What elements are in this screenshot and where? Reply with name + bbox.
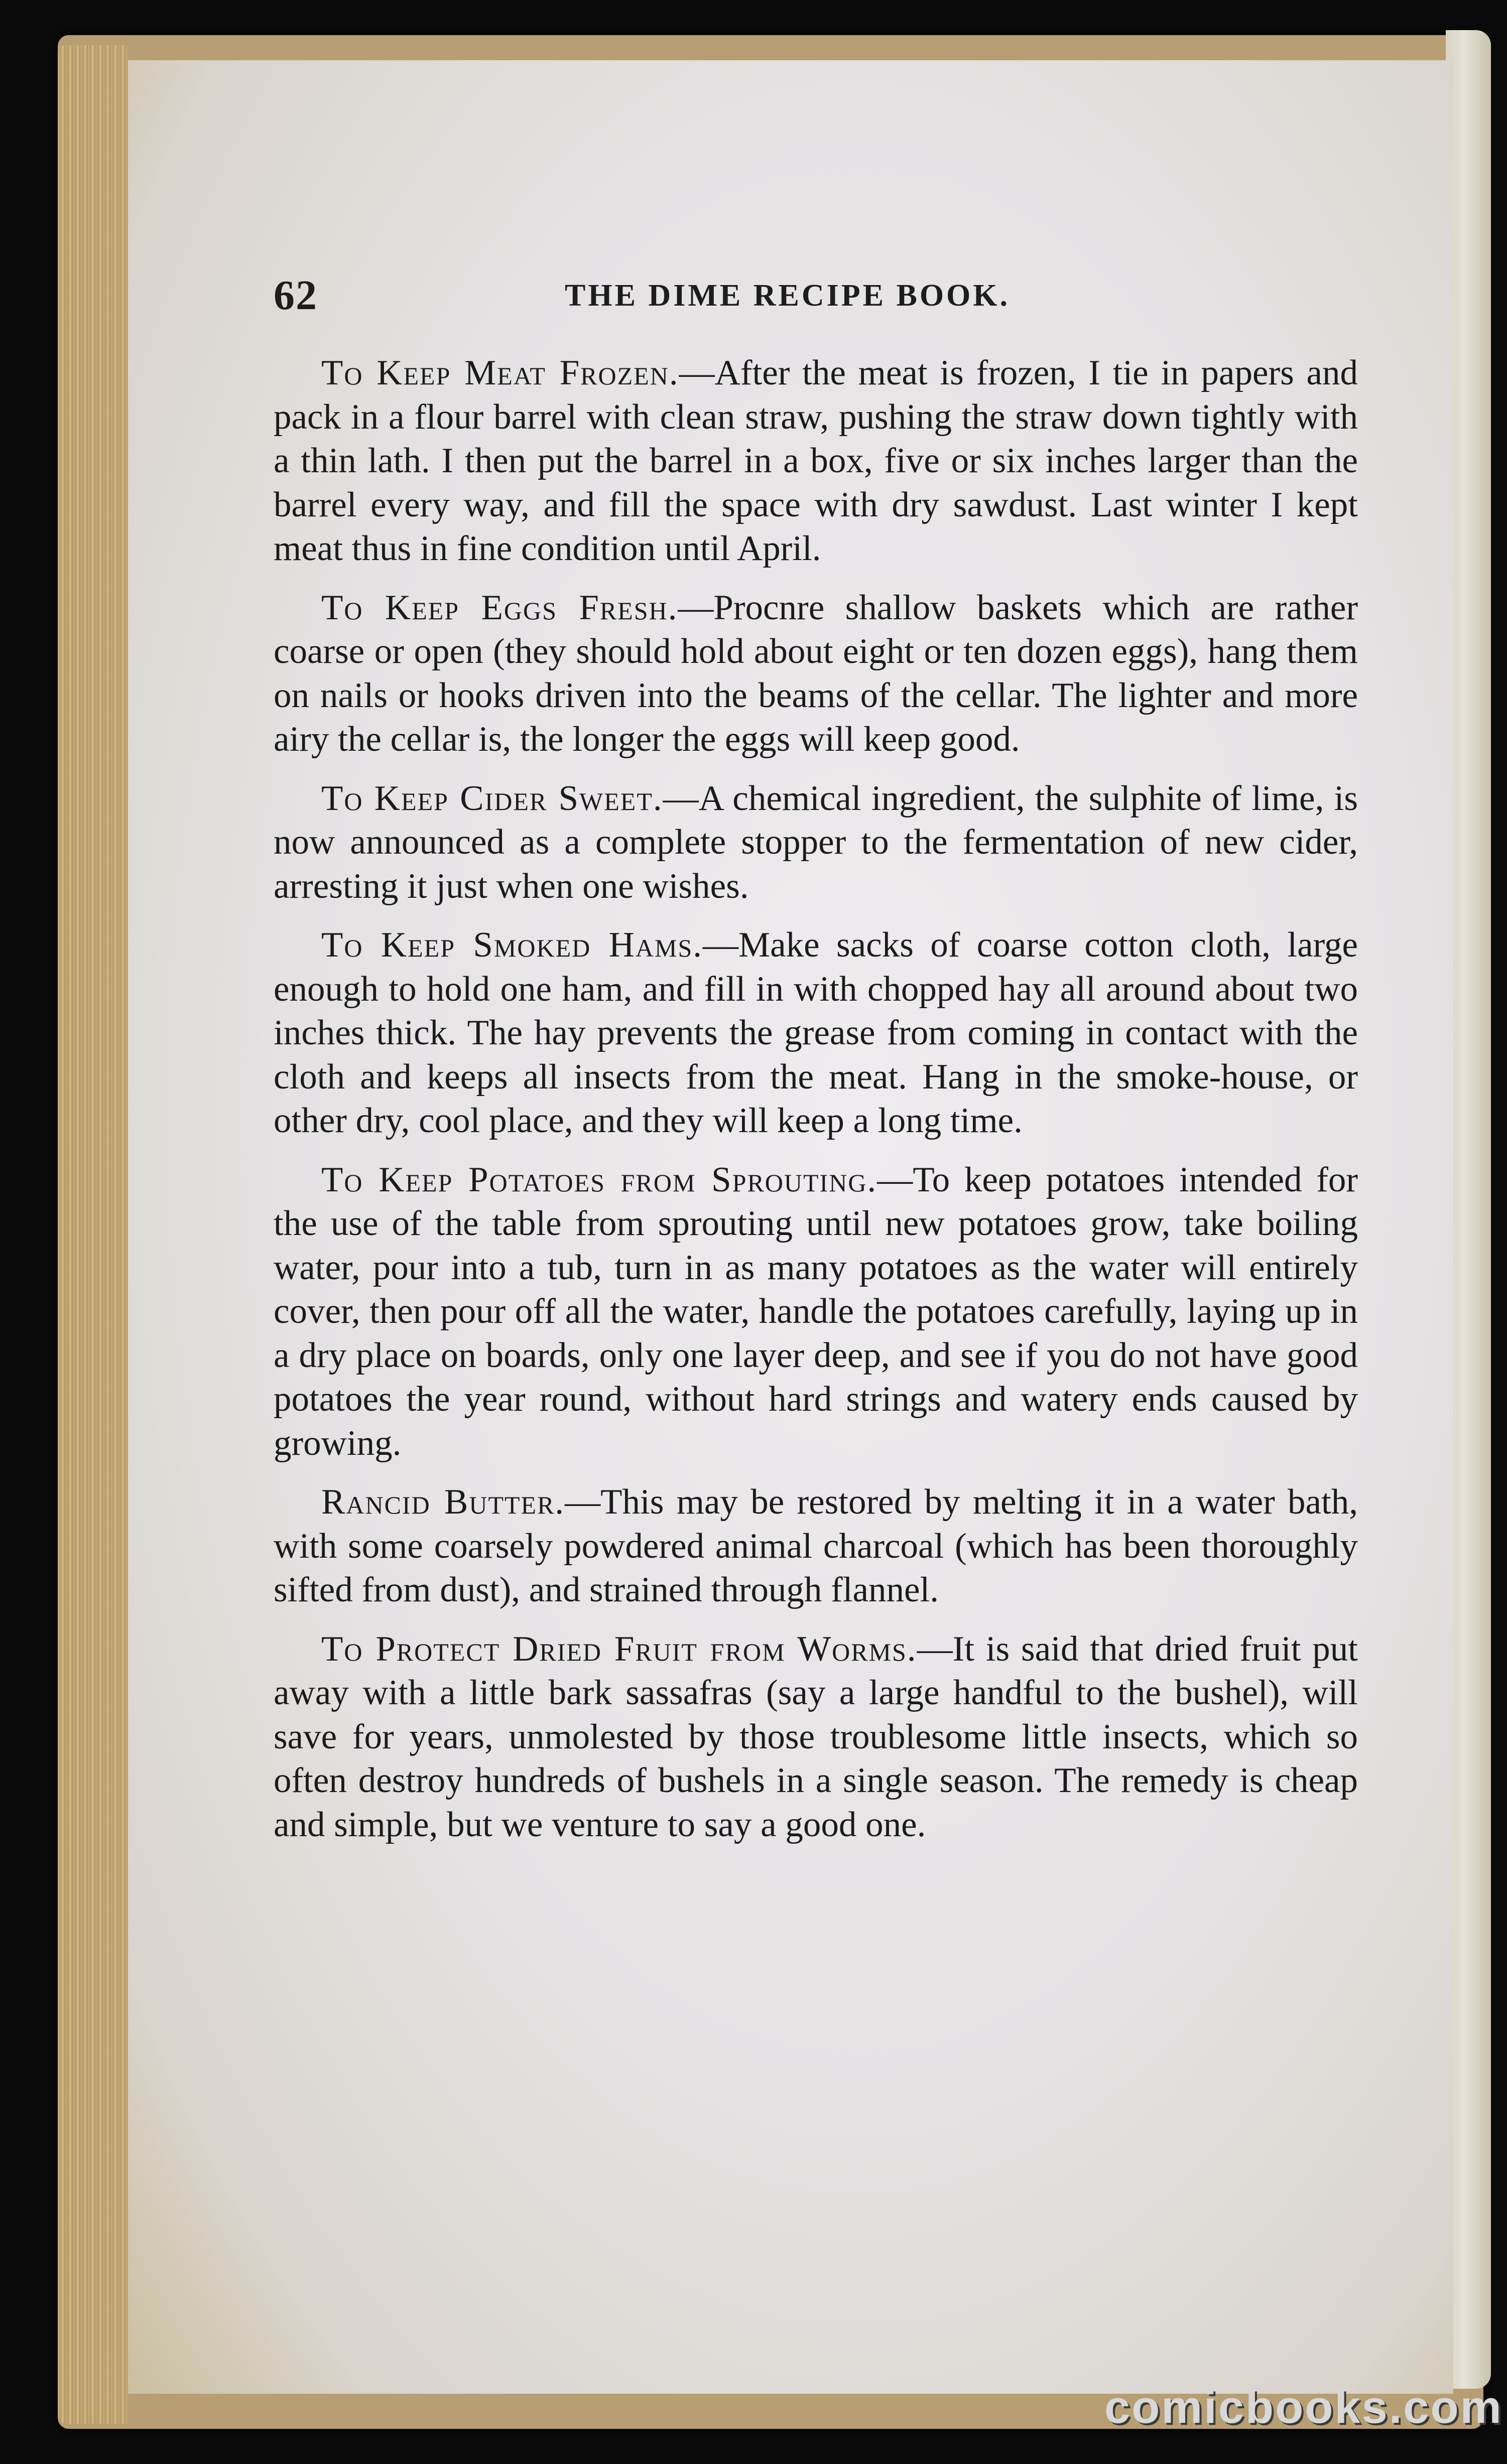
page-number: 62 <box>274 272 318 319</box>
recipe-text: —Make sacks of coarse cotton cloth, large enough to hold one ham, and fill in with chopped hay all around about two inches thick. The hay prevents the grease from coming in contact with the cloth and keeps all insects from the meat. Hang in the smoke-house, or other dry, cool place, and they will keep a long time. <box>274 925 1358 1140</box>
page-header <box>274 271 1358 326</box>
recipe-title: To Keep Smoked Hams. <box>321 925 703 965</box>
watermark: comicbooks.com <box>1104 2382 1503 2433</box>
recipe-paragraph <box>274 351 1358 571</box>
recipe-title: To Keep Potatoes from Sprouting. <box>321 1160 877 1199</box>
recipe-title: To Keep Cider Sweet. <box>321 778 663 818</box>
recipe-title: Rancid Butter. <box>321 1482 565 1522</box>
recipe-text: —This may be restored by melting it in a water bath, with some coarsely powdered animal charcoal (which has been thoroughly sifted from dust), and strained through flannel. <box>274 1482 1358 1609</box>
recipe-paragraph <box>274 1480 1358 1612</box>
recipe-text: —To keep potatoes intended for the use of the table from sprouting until new potatoes grow, take boiling water, pour into a tub, turn in as many potatoes as the water will entirely cover, then pour off all the water, handle the potatoes carefully, laying up in a dry place on boards, only one layer deep, and see if you do not have good potatoes the year round, without hard strings and watery ends caused by growing. <box>274 1160 1358 1463</box>
recipe-text: —A chemical ingredient, the sulphite of lime, is now announced as a complete stopper to the fermentation of new cider, arresting it just when one wishes. <box>274 778 1358 906</box>
recipe-title: To Keep Meat Frozen. <box>321 353 679 392</box>
recipe-text: —After the meat is frozen, I tie in papers and pack in a flour barrel with clean straw, pushing the straw down tightly with a thin lath. I then put the barrel in a box, five or six inches larger than the barrel every way, and fill the space with dry sawdust. Last winter I kept meat thus in fine condition until April. <box>274 353 1358 568</box>
recipe-paragraph <box>274 1158 1358 1466</box>
recipe-title: To Keep Eggs Fresh. <box>321 588 678 627</box>
running-title: THE DIME RECIPE BOOK. <box>565 279 1010 313</box>
page-body <box>274 351 1358 1862</box>
recipe-paragraph <box>274 777 1358 909</box>
recipe-paragraph <box>274 1627 1358 1847</box>
recipe-text: —It is said that dried fruit put away with a little bark sassafras (say a large handful to the bushel), will save for years, unmolested by those troublesome little insects, which so often destroy hundreds of bushels in a single season. The remedy is cheap and simple, but we venture to say a good one. <box>274 1629 1358 1844</box>
recipe-paragraph <box>274 586 1358 762</box>
recipe-paragraph <box>274 923 1358 1143</box>
recipe-text: —Procnre shallow baskets which are rather coarse or open (they should hold about eight or ten dozen eggs), hang them on nails or hooks driven into the beams of the cellar. The lighter and more airy the cellar is, the longer the eggs will keep good. <box>274 588 1358 759</box>
recipe-title: To Protect Dried Fruit from Worms. <box>321 1629 917 1669</box>
page-edges-left <box>58 45 128 2424</box>
